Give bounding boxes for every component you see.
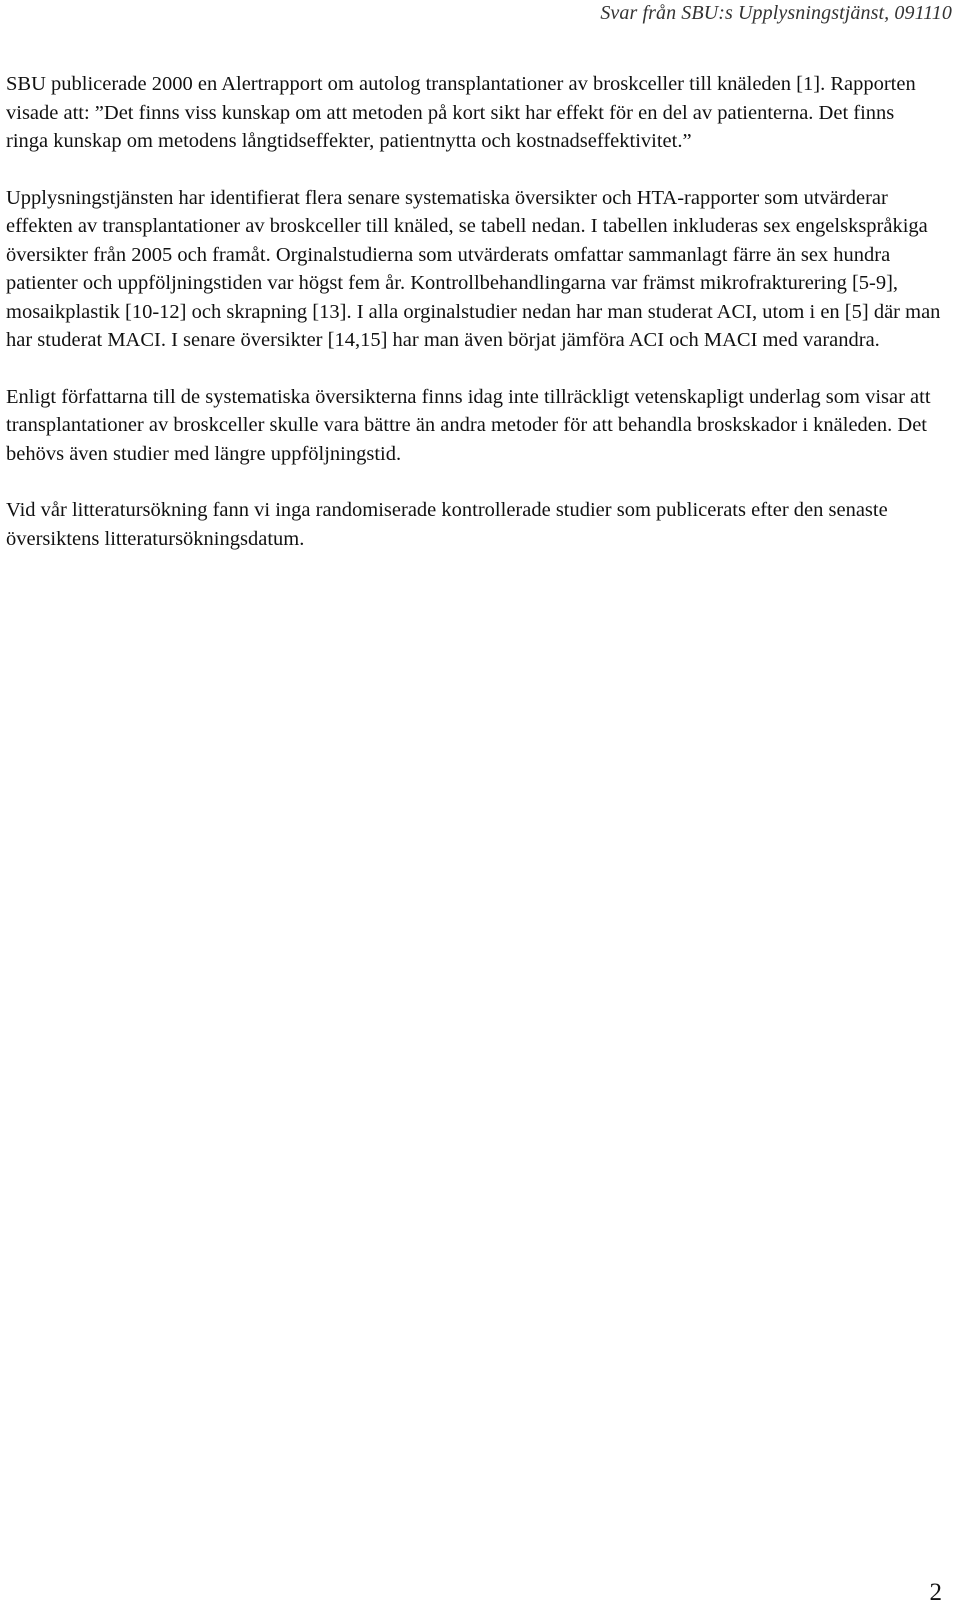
page-number: 2 xyxy=(929,1579,942,1606)
paragraph: Upplysningstjänsten har identifierat flera senare systematiska översikter och HTA-rapporter som utvärderar effekten av transplantationer av broskceller till knäled, se tabell nedan. I tabellen inkluderas sex engelskspråkiga översikter från 2005 och framåt. Orginalstudierna som utvärderats omfattar sammanlagt färre än sex hundra patienter och uppföljningstiden var högst fem år. Kontrollbehandlingarna var främst mikrofrakturering [5-9], mosaikplastik [10-12] och skrapning [13]. I alla orginalstudier nedan har man studerat ACI, utom i en [5] där man har studerat MACI. I senare översikter [14,15] har man även börjat jämföra ACI och MACI med varandra. xyxy=(6,186,941,351)
document-body xyxy=(6,70,941,553)
paragraph: Enligt författarna till de systematiska översikterna finns idag inte tillräckligt vetenskapligt underlag som visar att transplantationer av broskceller skulle vara bättre än andra metoder för att behandla broskskador i knäleden. Det behövs även studier med längre uppföljningstid. xyxy=(6,385,931,465)
running-header: Svar från SBU:s Upplysningstjänst, 091110 xyxy=(600,2,952,24)
paragraph: SBU publicerade 2000 en Alertrapport om autolog transplantationer av broskceller till knäleden [1]. Rapporten visade att: ”Det finns viss kunskap om att metoden på kort sikt har effekt för en del av patienterna. Det finns ringa kunskap om metodens långtidseffekter, patientnytta och kostnadseffektivitet.” xyxy=(6,73,916,152)
paragraph: Vid vår litteratursökning fann vi inga randomiserade kontrollerade studier som publicerats efter den senaste översiktens litteratursökningsdatum. xyxy=(6,499,888,550)
